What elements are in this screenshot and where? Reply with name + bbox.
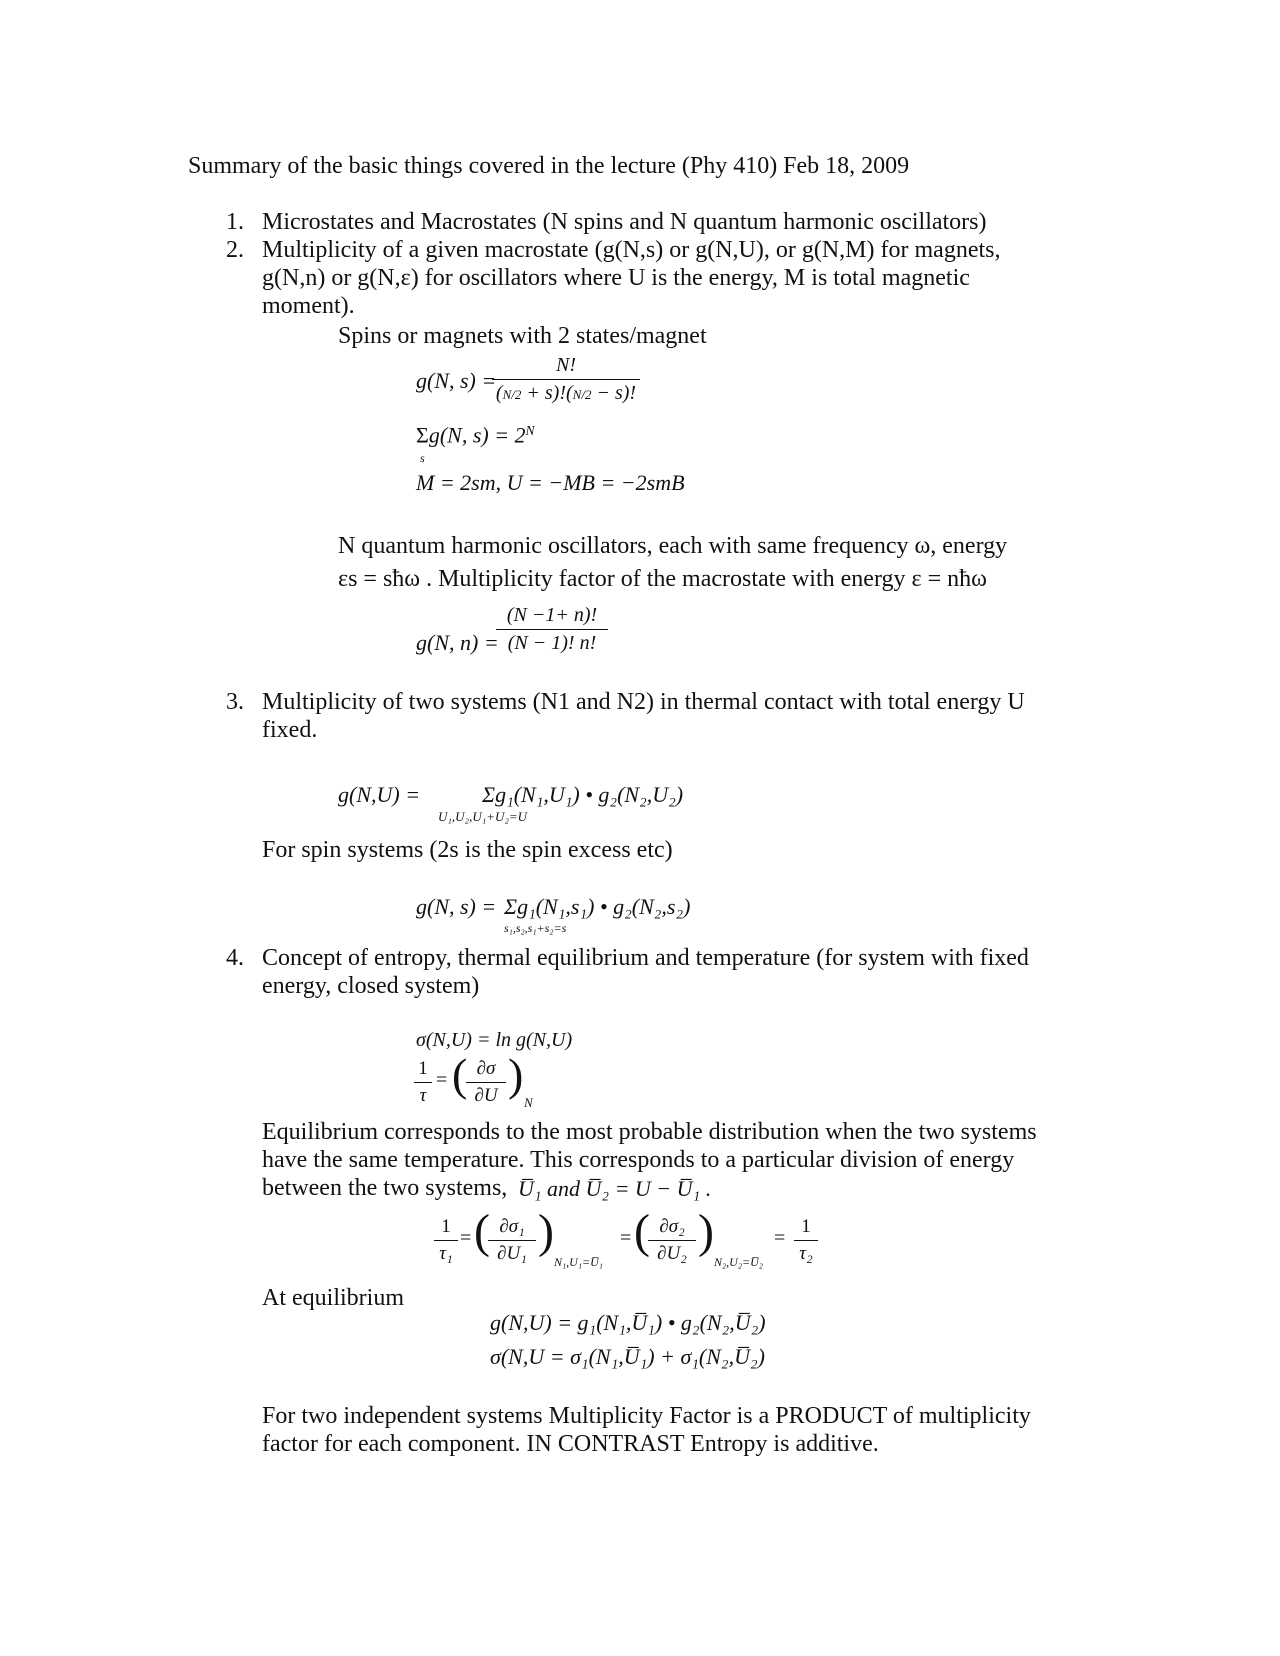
fraction-bar (414, 1082, 432, 1083)
eq-gNs2-sum-index: s₁,s₂,s₁+s₂=s (504, 921, 567, 935)
left-paren: ( (474, 1205, 490, 1258)
fraction-bar (794, 1240, 818, 1241)
eq-M-U: M = 2sm, U = −MB = −2smB (416, 470, 685, 495)
eq-gNn-numerator: (N −1+ n)! (506, 604, 598, 626)
item-3-line-2: fixed. (262, 717, 318, 743)
eq-gNs2-rhs: Σg₁(N₁,s₁) • g₂(N₂,s₂) (504, 894, 691, 919)
right-paren: ) (698, 1205, 714, 1258)
item-2-line-2: g(N,n) or g(N,ε) for oscillators where U is the energy, M is total magnetic (262, 265, 970, 291)
eq-gNU-rhs: Σg₁(N₁,U₁) • g₂(N₂,U₂) (482, 782, 684, 807)
item-2-line-3: moment). (262, 293, 355, 319)
item-3-line-1: Multiplicity of two systems (N1 and N2) in thermal contact with total energy U (262, 689, 1025, 715)
eq-gNs-fraction (492, 354, 640, 405)
eq-tau-derivative: ∂σ ∂U (466, 1058, 506, 1107)
equals-sign: = (620, 1227, 632, 1249)
eq-tau-subscript: N (524, 1095, 533, 1110)
eq-eqT-lhs: 1 τ₁ (434, 1216, 458, 1265)
list-number-1: 1. (226, 209, 244, 235)
oscillator-line-2: εs = sħω . Multiplicity factor of the macrostate with energy ε = nħω (338, 566, 987, 592)
eq-gNs-numerator: N! (556, 354, 576, 376)
fraction-bar (496, 629, 608, 630)
eq-gNU-lhs: g(N,U) = (338, 782, 421, 807)
list-number-4: 4. (226, 945, 244, 971)
equilibrium-line-3: between the two systems, (262, 1175, 508, 1201)
eq-energy-division: U̅₁ and U̅₂ = U − U̅₁ . (518, 1176, 712, 1201)
fraction-bar (466, 1082, 506, 1083)
eq-gNn-lhs: g(N, n) = (416, 630, 499, 655)
equals-sign: = (460, 1227, 472, 1249)
equilibrium-line-1: Equilibrium corresponds to the most probable distribution when the two systems (262, 1119, 1037, 1145)
fraction-bar (648, 1240, 696, 1241)
right-paren: ) (508, 1049, 524, 1100)
item-1-text (262, 208, 987, 236)
eq-sum-gNs: Σg(N, $s) = 2^N$ (416, 422, 535, 448)
fraction-bar (434, 1240, 458, 1241)
eq-gNs2-lhs: g(N, s) = (416, 894, 497, 919)
equals-sign: = (774, 1227, 786, 1249)
eq-eqT-derivative-1: ∂σ₁ ∂U₁ (488, 1216, 536, 1265)
left-paren: ( (634, 1205, 650, 1258)
list-number-3: 3. (226, 689, 244, 715)
eq-tau-lhs: 1 τ (414, 1058, 432, 1107)
eq-entropy: σ(N,U) = ln g(N,U) (416, 1029, 573, 1051)
equals-sign: = (436, 1069, 448, 1091)
left-paren: ( (452, 1049, 468, 1100)
item-2-line-1: Multiplicity of a given macrostate (g(N,s) or g(N,U), or g(N,M) for magnets, (262, 237, 1001, 263)
eq-sum-index: s (420, 451, 425, 465)
eq-eqT-rhs: 1 τ₂ (794, 1216, 818, 1265)
page-title: Summary of the basic things covered in the lecture (Phy 410) Feb 18, 2009 (188, 153, 910, 179)
item-4-line-1: Concept of entropy, thermal equilibrium and temperature (for system with fixed (262, 945, 1029, 971)
right-paren: ) (538, 1205, 554, 1258)
eq-gNn-fraction (496, 604, 608, 655)
equilibrium-line-2: have the same temperature. This corresponds to a particular division of energy (262, 1147, 1015, 1173)
eq-gNn-denominator: (N − 1)! n! (507, 632, 597, 654)
spin-systems-note: For spin systems (2s is the spin excess etc) (262, 837, 673, 863)
final-line-1: For two independent systems Multiplicity Factor is a PRODUCT of multiplicity (262, 1403, 1031, 1429)
item-1-line: Microstates and Macrostates (N spins and N quantum harmonic oscillators) (262, 209, 987, 235)
eq-gNs-denominator: (N/2 + s)!(N/2 − s)! (495, 382, 637, 404)
fraction-bar (488, 1240, 536, 1241)
oscillator-line-1: N quantum harmonic oscillators, each with same frequency ω, energy (338, 533, 1008, 559)
list-number-2: 2. (226, 237, 244, 263)
spins-heading: Spins or magnets with 2 states/magnet (338, 323, 707, 349)
eq-eqT-subscript-2: N₂,U₂=U̅₂ (714, 1255, 763, 1269)
item-4-line-2: energy, closed system) (262, 973, 480, 999)
eq-at-equilibrium-g: g(N,U) = g₁(N₁,U̅₁) • g₂(N₂,U̅₂) (490, 1310, 766, 1335)
eq-at-equilibrium-sigma: σ(N,U = σ₁(N₁,U̅₁) + σ₁(N₂,U̅₂) (490, 1344, 765, 1369)
at-equilibrium-label: At equilibrium (262, 1285, 404, 1311)
eq-eqT-derivative-2: ∂σ₂ ∂U₂ (648, 1216, 696, 1265)
sigma-sum-symbol: Σ (416, 422, 429, 448)
eq-gNU-sum-index: U₁,U₂,U₁+U₂=U (438, 809, 528, 824)
final-line-2: factor for each component. IN CONTRAST Entropy is additive. (262, 1431, 879, 1457)
eq-eqT-subscript-1: N₁,U₁=U̅₁ (554, 1255, 603, 1269)
eq-gNs-lhs: g(N, s) = (416, 368, 497, 393)
fraction-bar (492, 379, 640, 380)
